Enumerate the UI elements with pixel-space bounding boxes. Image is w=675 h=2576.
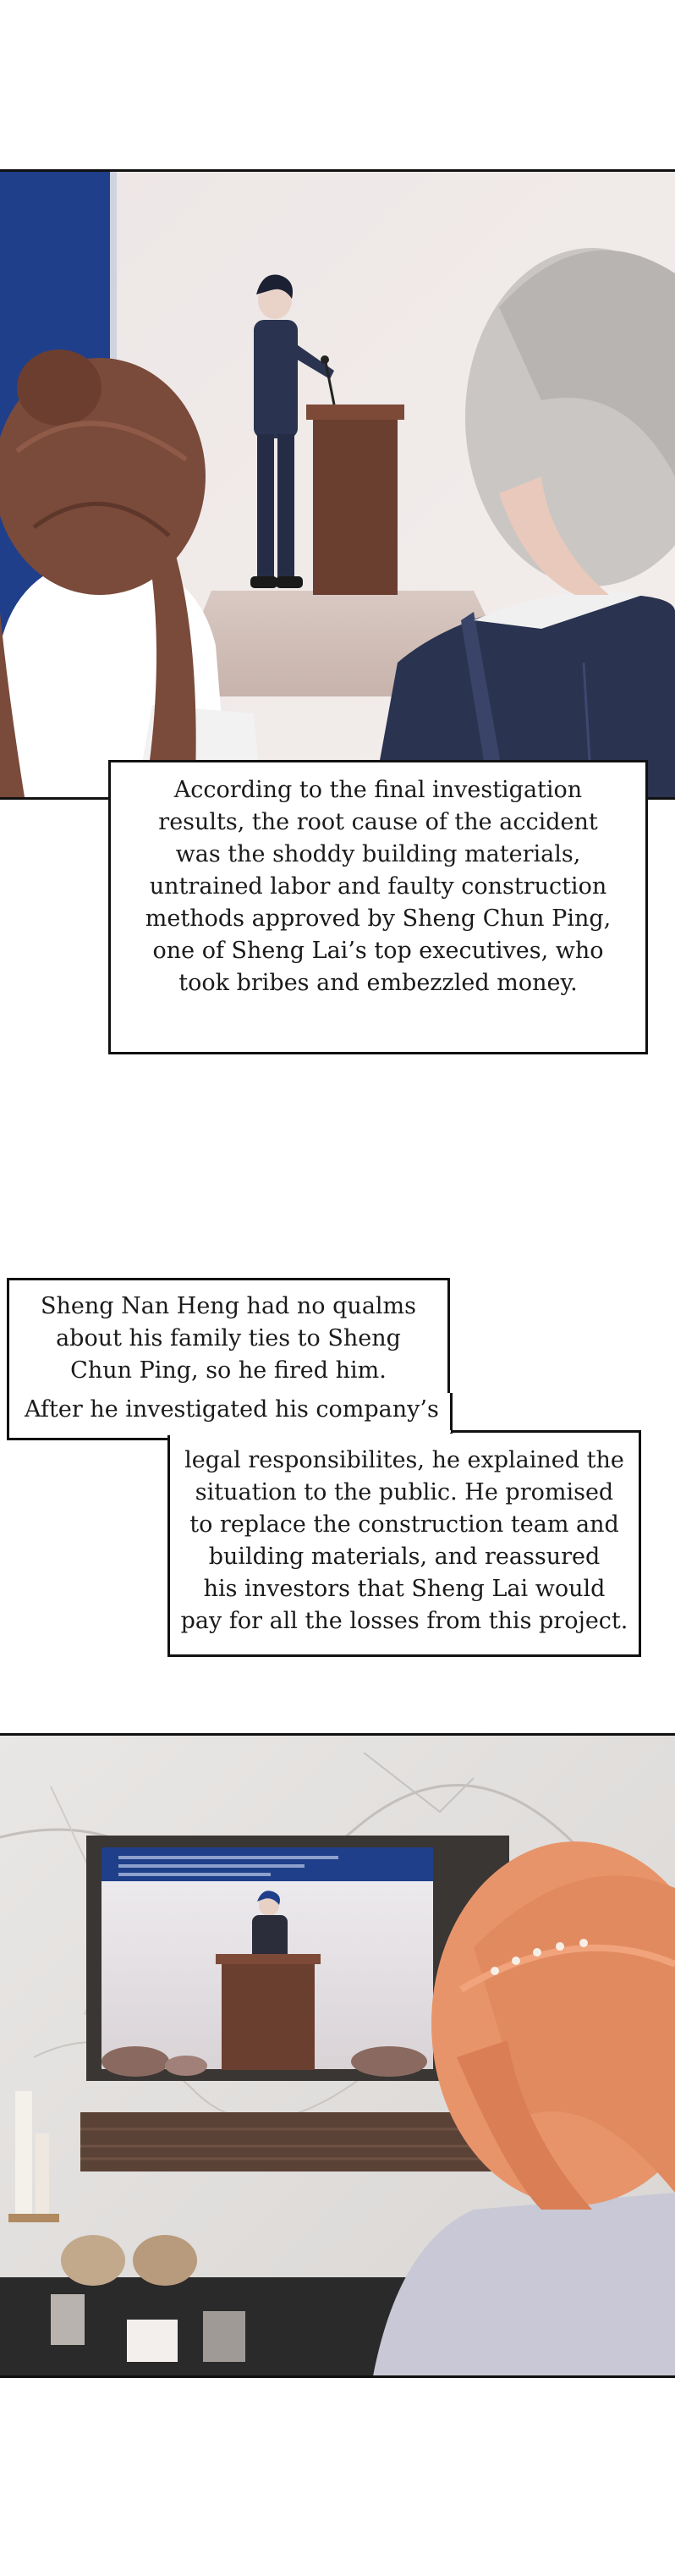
caption-line: results, the root cause of the accident bbox=[158, 809, 598, 835]
caption-line: to replace the construction team and bbox=[189, 1511, 619, 1538]
caption-investigation bbox=[108, 760, 648, 1054]
caption-line: building materials, and reassured bbox=[208, 1544, 601, 1570]
press-conference-illustration bbox=[0, 172, 675, 800]
caption-line: According to the final investigation bbox=[173, 777, 583, 803]
tv-broadcast-illustration bbox=[0, 1736, 675, 2378]
caption-line: his investors that Sheng Lai would bbox=[203, 1576, 606, 1602]
caption-responsibilities-first-line bbox=[7, 1393, 453, 1434]
caption-line: was the shoddy building materials, bbox=[175, 841, 581, 867]
caption-line: situation to the public. He promised bbox=[195, 1479, 614, 1505]
caption-line: one of Sheng Lai’s top executives, who bbox=[152, 938, 604, 964]
caption-line: untrained labor and faulty construction bbox=[149, 873, 607, 900]
caption-responsibilities bbox=[167, 1430, 641, 1657]
caption-line: Sheng Nan Heng had no qualms bbox=[40, 1293, 417, 1319]
panel-tv-broadcast bbox=[0, 1733, 675, 2378]
caption-line: took bribes and embezzled money. bbox=[178, 970, 578, 996]
caption-line: legal responsibilites, he explained the bbox=[184, 1447, 624, 1473]
caption-line: After he investigated his company’s bbox=[25, 1396, 439, 1423]
panel-press-conference bbox=[0, 169, 675, 800]
caption-line: pay for all the losses from this project. bbox=[180, 1608, 628, 1634]
caption-line: methods approved by Sheng Chun Ping, bbox=[145, 905, 612, 932]
caption-line: about his family ties to Sheng bbox=[56, 1325, 401, 1351]
caption-join-cover bbox=[169, 1430, 451, 1433]
caption-line: Chun Ping, so he fired him. bbox=[70, 1357, 387, 1384]
